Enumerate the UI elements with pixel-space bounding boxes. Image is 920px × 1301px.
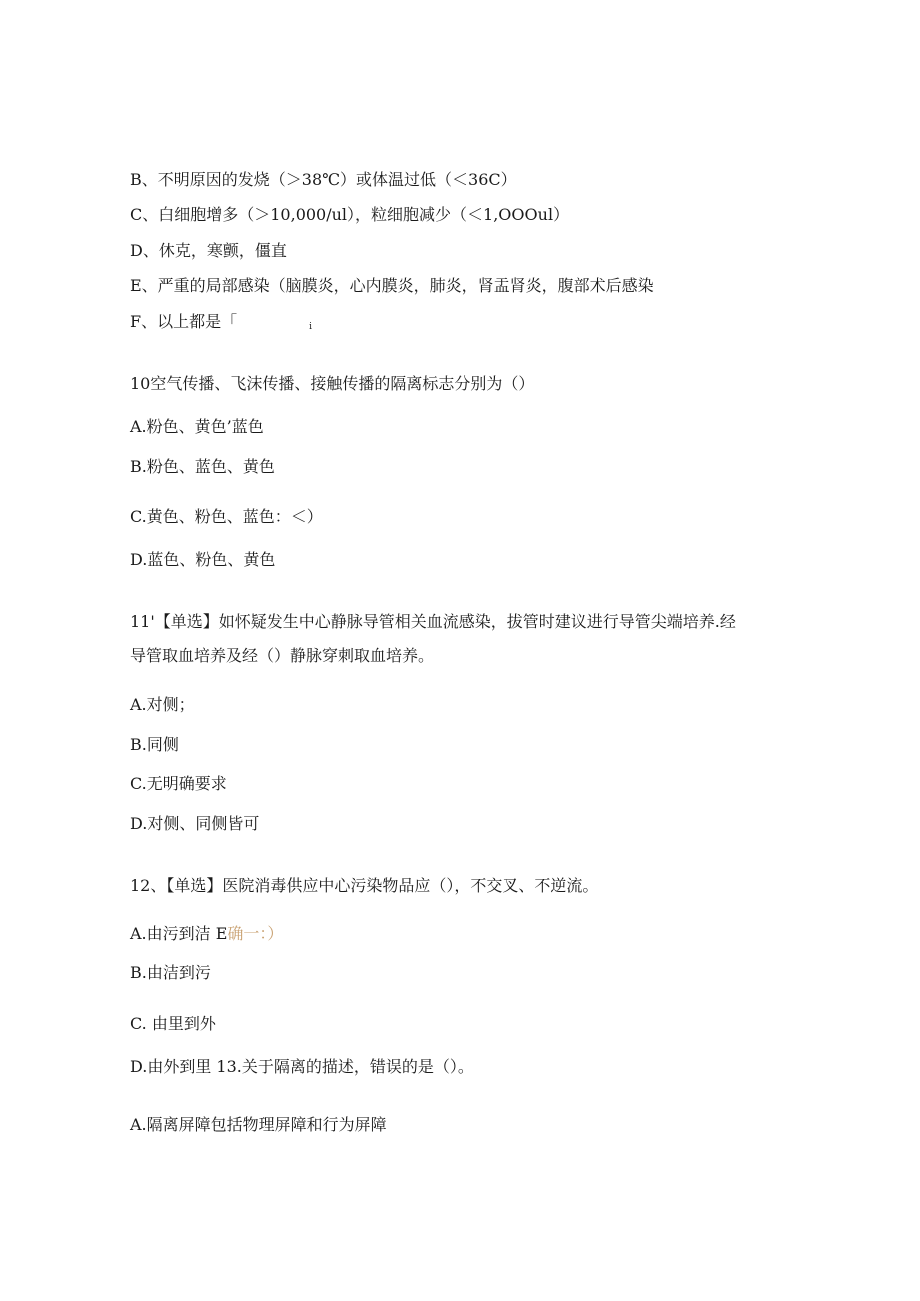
option-10a: A.粉色、黄色’蓝色 [130, 417, 264, 436]
option-9c: C、白细胞增多（＞10,000/ul），粒细胞减少（＜1,OOOul） [130, 205, 570, 224]
option-12d: D.由外到里 13.关于隔离的描述，错误的是（）。 [130, 1057, 474, 1076]
option-9f-tail: i [309, 322, 312, 332]
option-9f [130, 312, 312, 337]
option-11c: C.无明确要求 [130, 774, 227, 793]
option-12a-text: A.由污到洁 E [130, 924, 228, 943]
option-10c: C.黄色、粉色、蓝色：＜） [130, 507, 323, 526]
option-10d: D.蓝色、粉色、黄色 [130, 550, 276, 569]
option-13a: A.隔离屏障包括物理屏障和行为屏障 [130, 1115, 387, 1134]
question-11-line-2: 导管取血培养及经（）静脉穿刺取血培养。 [130, 646, 435, 665]
option-9b: B、不明原因的发烧（＞38℃）或体温过低（＜36C） [130, 170, 517, 189]
option-12a-note: 确一：） [227, 924, 284, 943]
question-12: 12、【单选】医院消毒供应中心污染物品应（），不交叉、不逆流。 [130, 876, 599, 895]
question-10: 10空气传播、飞沫传播、接触传播的隔离标志分别为（） [130, 374, 535, 393]
option-12b: B.由洁到污 [130, 963, 211, 982]
option-9f-text: F、以上都是「 [130, 312, 238, 331]
question-11-line-1: 11'【单选】如怀疑发生中心静脉导管相关血流感染，拔管时建议进行导管尖端培养.经 [130, 612, 736, 631]
option-9d: D、休克，寒颤，僵直 [130, 241, 287, 260]
option-10b: B.粉色、蓝色、黄色 [130, 457, 275, 476]
option-11a: A.对侧； [130, 695, 195, 714]
option-9e: E、严重的局部感染（脑膜炎，心内膜炎，肺炎，肾盂肾炎，腹部术后感染 [130, 276, 654, 295]
option-11b: B.同侧 [130, 735, 179, 754]
option-12c: C. 由里到外 [130, 1014, 216, 1033]
option-12a [130, 924, 283, 944]
option-11d: D.对侧、同侧皆可 [130, 814, 260, 833]
